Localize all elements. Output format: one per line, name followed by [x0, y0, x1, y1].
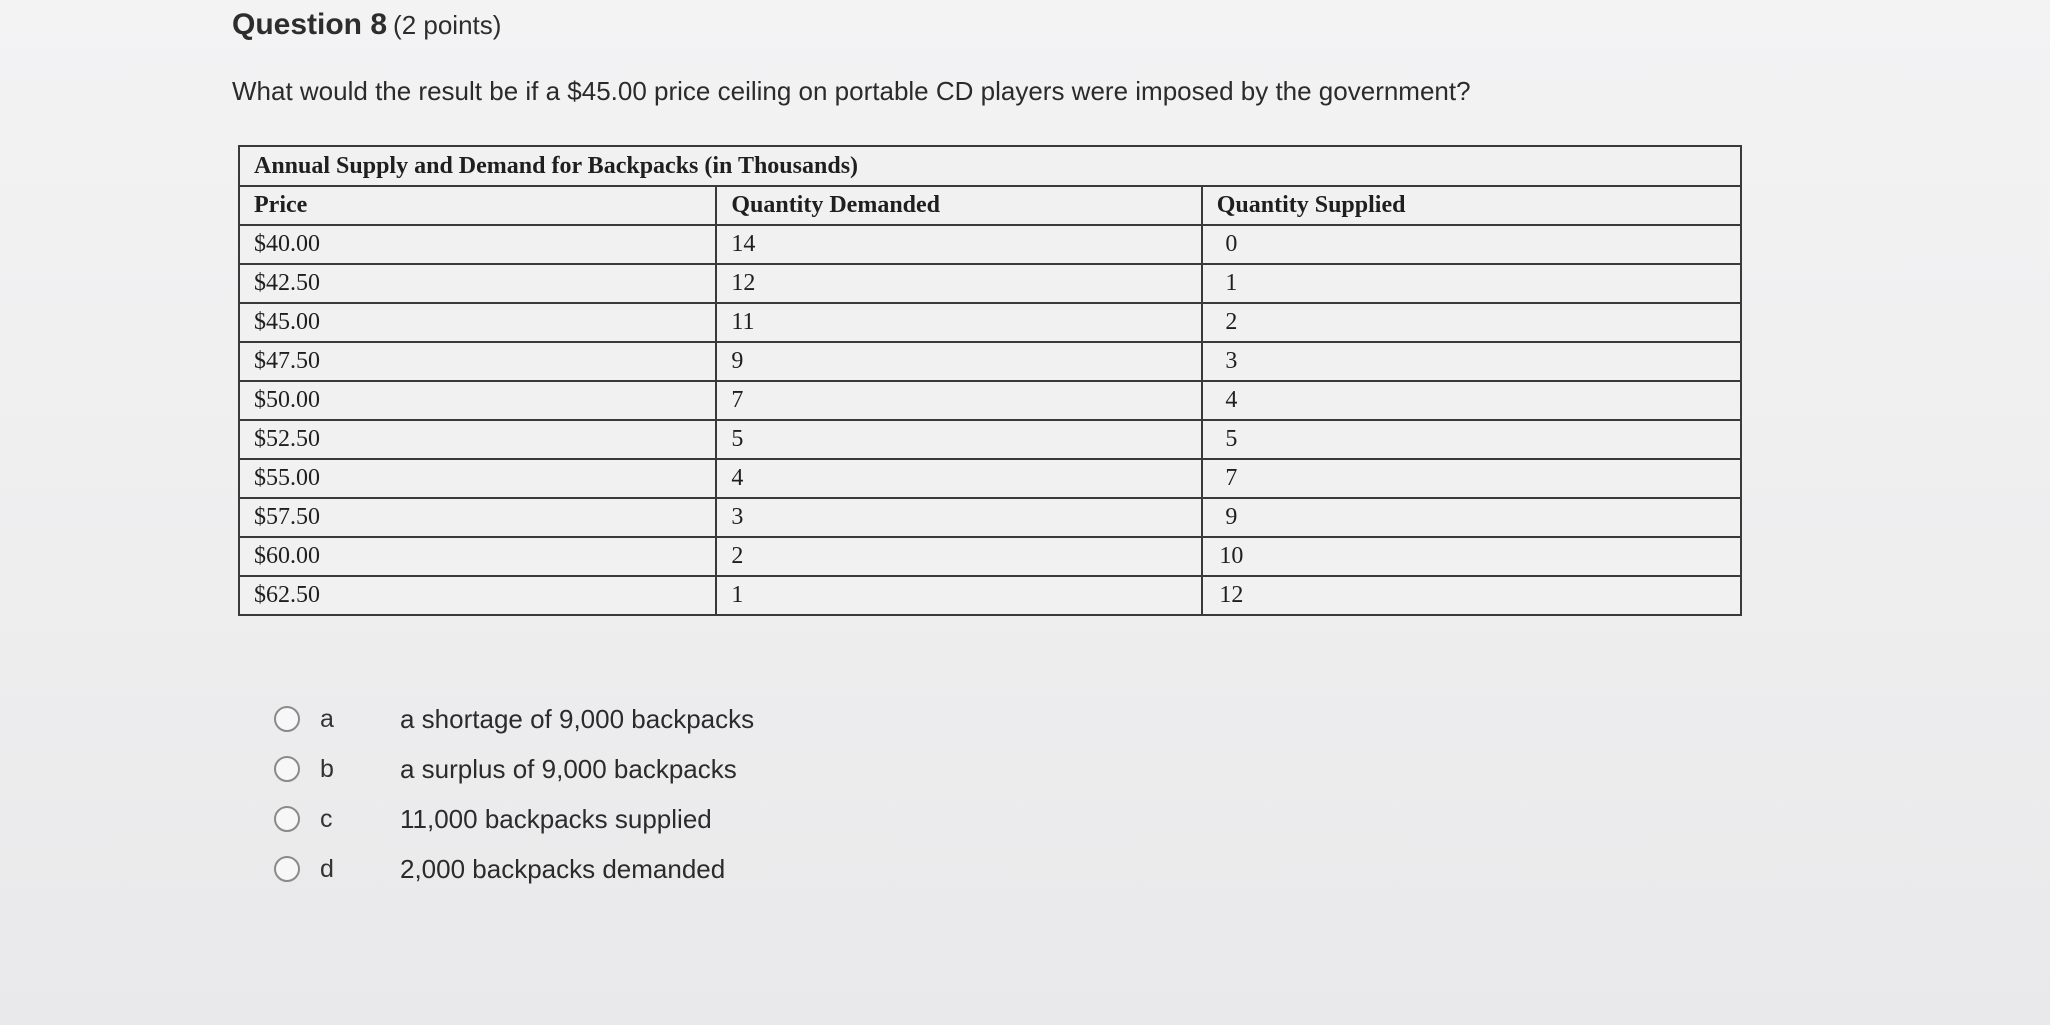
table-row: [239, 303, 1741, 342]
quantity-demanded-cell: 12: [716, 264, 1201, 303]
quantity-supplied-value: 2: [1225, 309, 1238, 335]
price-cell: $52.50: [239, 420, 716, 459]
quantity-supplied-cell: [1202, 420, 1741, 459]
radio-button-icon[interactable]: [274, 706, 300, 732]
quantity-supplied-cell: [1202, 459, 1741, 498]
option-text[interactable]: 2,000 backpacks demanded: [400, 853, 726, 884]
header-quantity-supplied: Quantity Supplied: [1202, 186, 1741, 225]
quantity-supplied-value: 12: [1219, 582, 1244, 608]
question-title: [232, 8, 501, 42]
quantity-demanded-cell: 2: [716, 537, 1201, 576]
quantity-supplied-cell: [1202, 303, 1741, 342]
header-quantity-demanded: Quantity Demanded: [716, 186, 1201, 225]
quantity-demanded-cell: 14: [716, 225, 1201, 264]
price-cell: $47.50: [239, 342, 716, 381]
quantity-supplied-value: 3: [1225, 348, 1238, 374]
quantity-supplied-value: 0: [1225, 231, 1238, 257]
quantity-demanded-cell: 9: [716, 342, 1201, 381]
price-cell: $42.50: [239, 264, 716, 303]
table-row: [239, 459, 1741, 498]
supply-demand-table: [238, 145, 1742, 616]
option-letter: d: [320, 854, 334, 883]
quantity-supplied-cell: [1202, 342, 1741, 381]
price-cell: $50.00: [239, 381, 716, 420]
quantity-supplied-cell: [1202, 498, 1741, 537]
price-cell: $55.00: [239, 459, 716, 498]
quantity-supplied-value: 7: [1225, 465, 1238, 491]
price-cell: $45.00: [239, 303, 716, 342]
table-row: [239, 342, 1741, 381]
option-letter: b: [320, 754, 334, 783]
quantity-supplied-value: 10: [1219, 543, 1244, 569]
question-points: (2 points): [393, 10, 502, 40]
quantity-demanded-cell: 7: [716, 381, 1201, 420]
table-title-row: [239, 146, 1741, 186]
table-row: [239, 537, 1741, 576]
quantity-supplied-value: 5: [1225, 426, 1238, 452]
quantity-supplied-cell: [1202, 537, 1741, 576]
table-header-row: [239, 186, 1741, 225]
option-c[interactable]: [274, 794, 754, 844]
option-a[interactable]: [274, 694, 754, 744]
option-text[interactable]: a surplus of 9,000 backpacks: [400, 753, 737, 784]
table-row: [239, 420, 1741, 459]
quantity-demanded-cell: 1: [716, 576, 1201, 615]
table-row: [239, 225, 1741, 264]
radio-button-icon[interactable]: [274, 806, 300, 832]
quantity-supplied-value: 1: [1225, 270, 1238, 296]
price-cell: $62.50: [239, 576, 716, 615]
quantity-demanded-cell: 4: [716, 459, 1201, 498]
answer-options: [274, 694, 754, 894]
option-letter: a: [320, 704, 334, 733]
header-price: Price: [239, 186, 716, 225]
table-row: [239, 264, 1741, 303]
quantity-demanded-cell: 11: [716, 303, 1201, 342]
quantity-supplied-cell: [1202, 381, 1741, 420]
radio-button-icon[interactable]: [274, 756, 300, 782]
option-d[interactable]: [274, 844, 754, 894]
quantity-demanded-cell: 5: [716, 420, 1201, 459]
price-cell: $60.00: [239, 537, 716, 576]
question-text: What would the result be if a $45.00 price ceiling on portable CD players were imposed by the government?: [232, 76, 1471, 106]
table-row: [239, 576, 1741, 615]
quantity-demanded-cell: 3: [716, 498, 1201, 537]
quantity-supplied-cell: [1202, 264, 1741, 303]
radio-button-icon[interactable]: [274, 856, 300, 882]
supply-demand-table-container: [238, 145, 1742, 616]
table-row: [239, 498, 1741, 537]
quantity-supplied-value: 4: [1225, 387, 1238, 413]
quantity-supplied-value: 9: [1225, 504, 1238, 530]
price-cell: $40.00: [239, 225, 716, 264]
quantity-supplied-cell: [1202, 576, 1741, 615]
option-b[interactable]: [274, 744, 754, 794]
price-cell: $57.50: [239, 498, 716, 537]
question-number: Question 8: [232, 8, 388, 41]
option-letter: c: [320, 804, 333, 833]
quantity-supplied-cell: [1202, 225, 1741, 264]
option-text[interactable]: 11,000 backpacks supplied: [400, 803, 712, 834]
table-title: Annual Supply and Demand for Backpacks (in Thousands): [239, 146, 1741, 186]
option-text[interactable]: a shortage of 9,000 backpacks: [400, 703, 755, 734]
table-row: [239, 381, 1741, 420]
